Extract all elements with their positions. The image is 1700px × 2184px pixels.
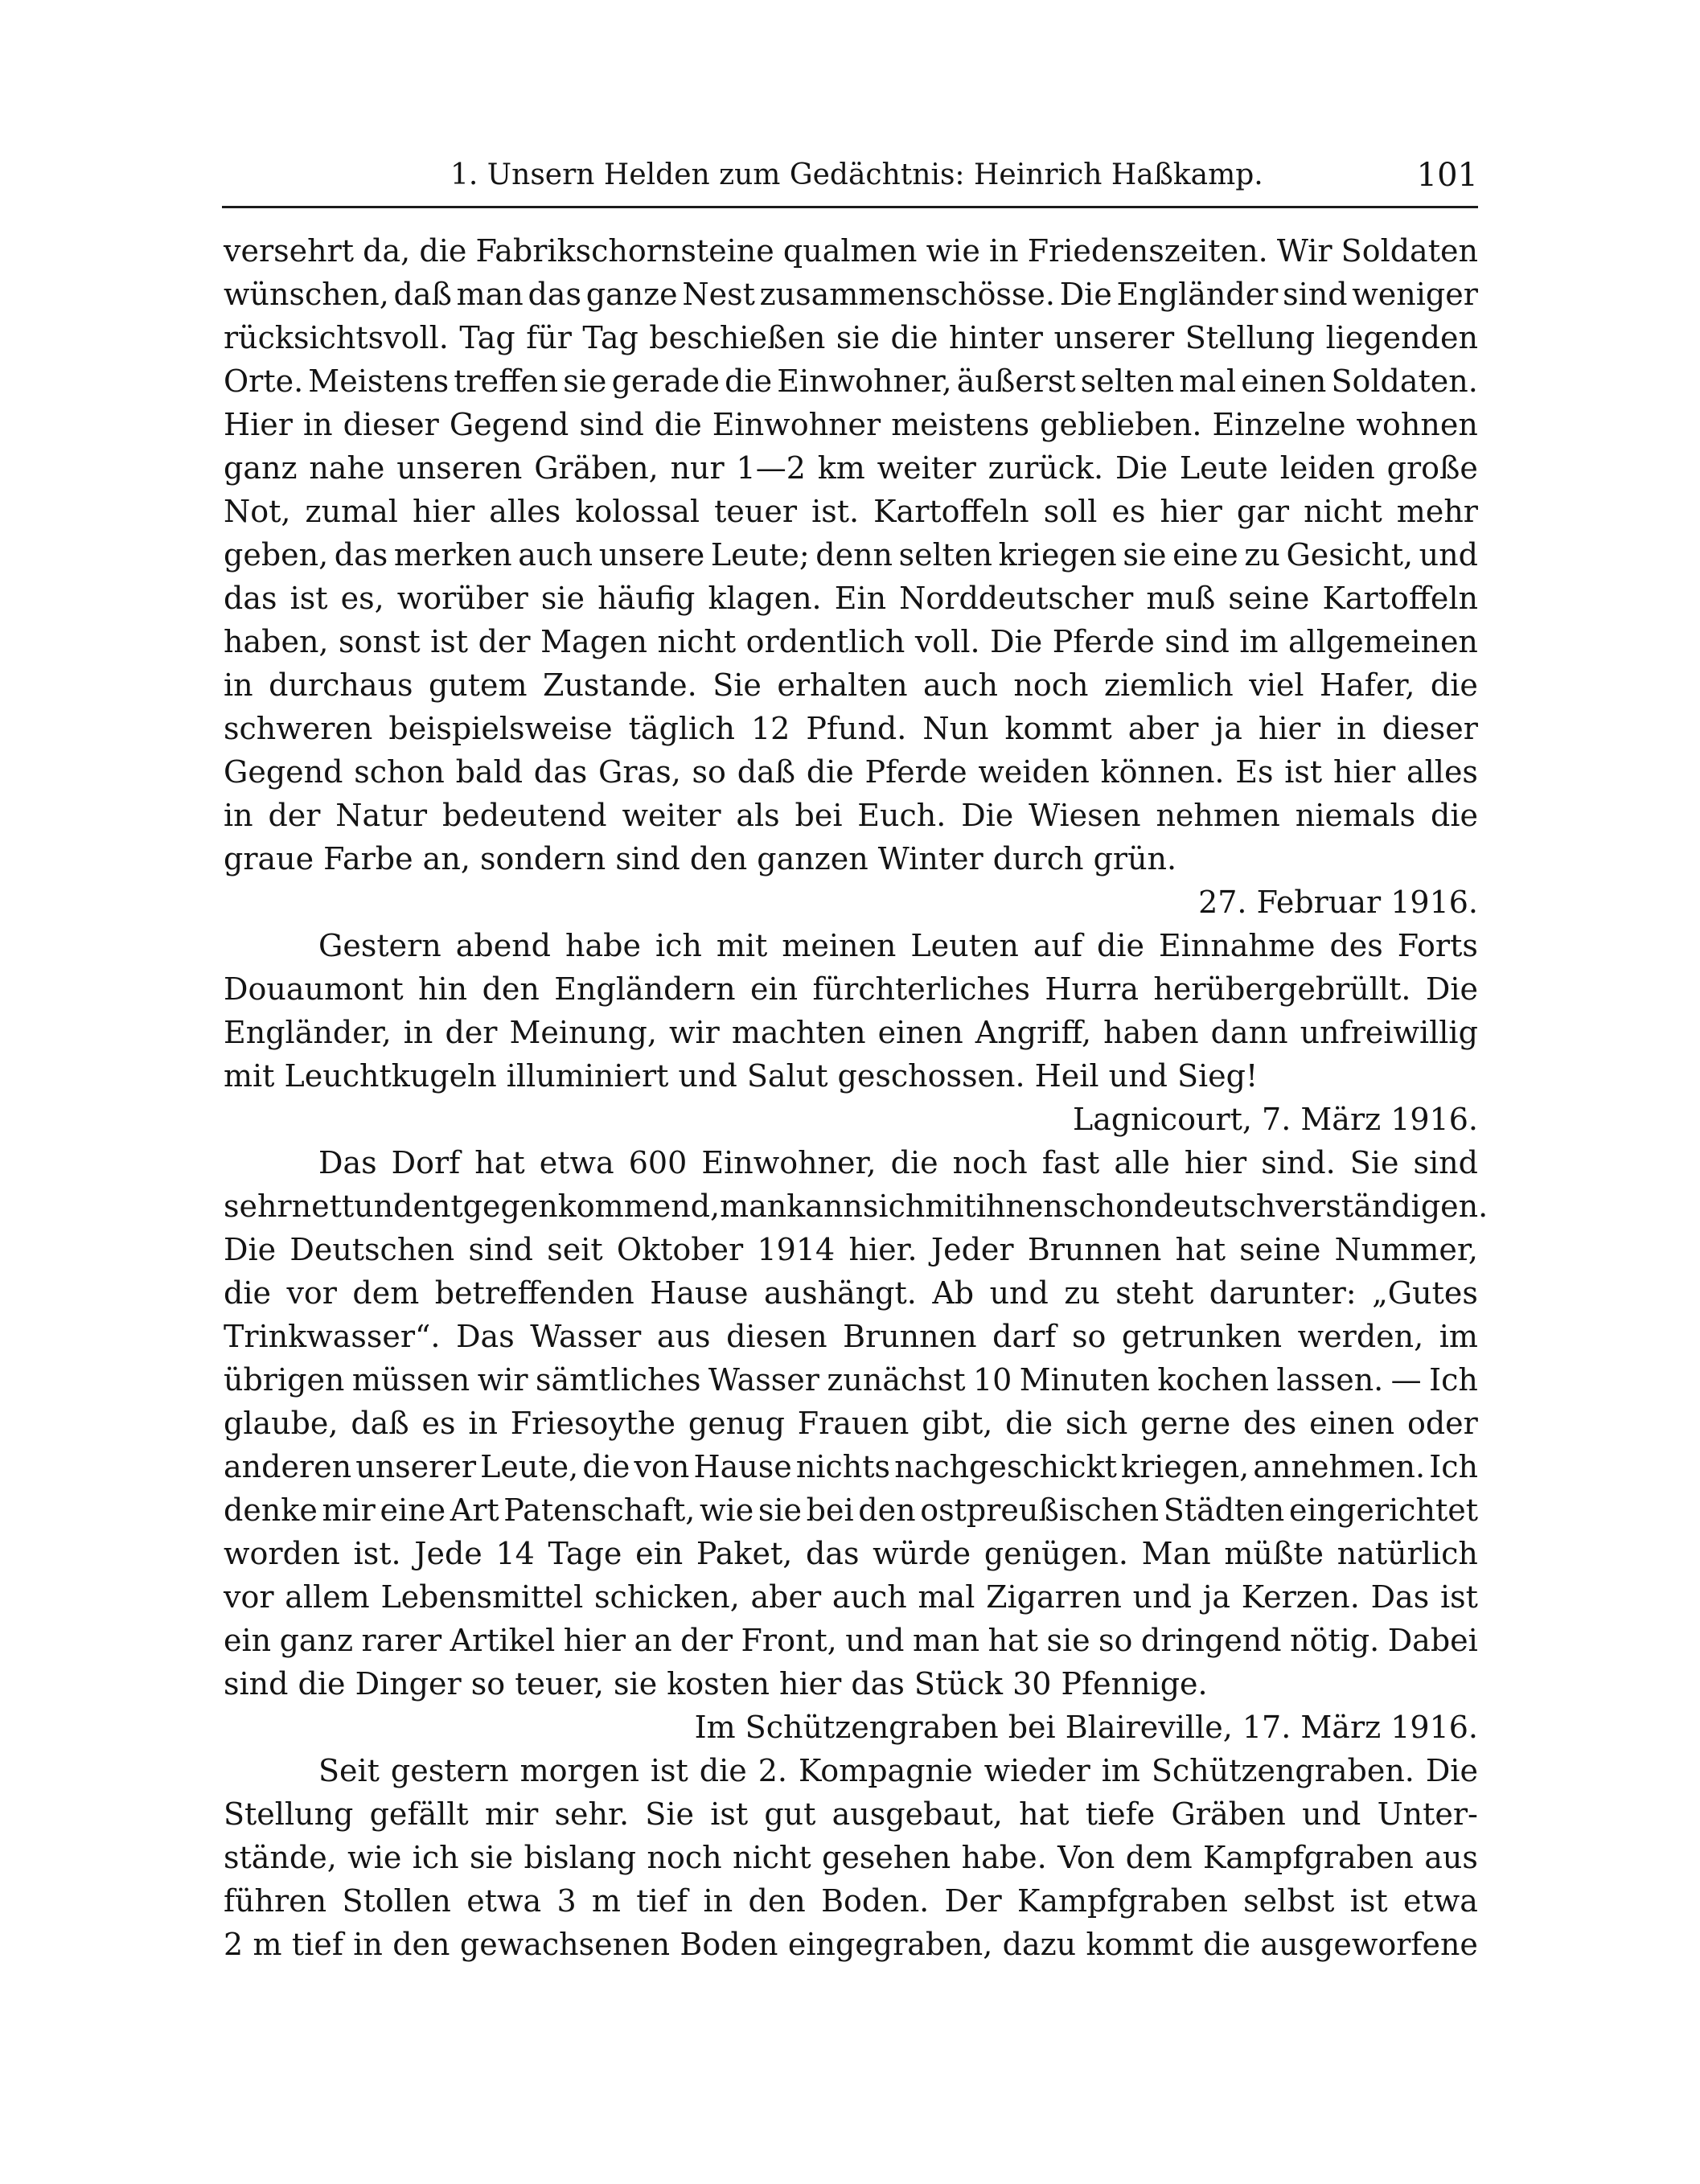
text-line: haben, sonst ist der Magen nicht ordentlich voll. Die Pferde sind im allgemeinen	[224, 624, 1478, 659]
text-line: in durchaus gutem Zustande. Sie erhalten auch noch ziemlich viel Hafer, die	[224, 667, 1478, 703]
text-line: Orte. Meistens treffen sie gerade die Einwohner, äußerst selten mal einen Soldaten.	[224, 363, 1478, 399]
text-line: geben, das merken auch unsere Leute; denn selten kriegen sie eine zu Gesicht, und	[224, 537, 1478, 573]
text-line: Not, zumal hier alles kolossal teuer ist. Kartoffeln soll es hier gar nicht mehr	[224, 494, 1478, 529]
text-line: Douaumont hin den Engländern ein fürchterliches Hurra herübergebrüllt. Die	[224, 971, 1478, 1007]
text-line: schweren beispielsweise täglich 12 Pfund. Nun kommt aber ja hier in dieser	[224, 711, 1478, 746]
text-line: übrigen müssen wir sämtliches Wasser zunächst 10 Minuten kochen lassen. — Ich	[224, 1362, 1478, 1398]
text-line: versehrt da, die Fabrikschornsteine qualmen wie in Friedenszeiten. Wir Soldaten	[224, 233, 1478, 269]
text-line: denke mir eine Art Patenschaft, wie sie bei den ostpreußischen Städten eingerichtet	[224, 1492, 1478, 1528]
text-line: das ist es, worüber sie häufig klagen. Ein Norddeutscher muß seine Kartoffeln	[224, 581, 1478, 616]
text-line: anderen unserer Leute, die von Hause nichts nachgeschickt kriegen, annehmen. Ich	[224, 1449, 1478, 1484]
text-line: führen Stollen etwa 3 m tief in den Boden. Der Kampfgraben selbst ist etwa	[224, 1883, 1478, 1919]
header-rule	[222, 206, 1478, 208]
text-line: sind die Dinger so teuer, sie kosten hier das Stück 30 Pfennige.	[224, 1666, 1208, 1702]
text-line: worden ist. Jede 14 Tage ein Paket, das würde genügen. Man müßte natürlich	[224, 1536, 1478, 1571]
text-line: 2 m tief in den gewachsenen Boden eingegraben, dazu kommt die ausgeworfene	[224, 1927, 1478, 1962]
header-title: 1. Unsern Helden zum Gedächtnis: Heinrich Haßkamp.	[450, 158, 1263, 191]
text-line: mit Leuchtkugeln illuminiert und Salut geschossen. Heil und Sieg!	[224, 1058, 1259, 1094]
text-line: die vor dem betreffenden Hause aushängt. Ab und zu steht darunter: „Gutes	[224, 1275, 1478, 1311]
running-header	[450, 151, 1478, 199]
text-line: Gestern abend habe ich mit meinen Leuten auf die Einnahme des Forts	[318, 928, 1478, 963]
text-line: Seit gestern morgen ist die 2. Kompagnie wieder im Schützengraben. Die	[318, 1753, 1478, 1788]
text-line: Das Dorf hat etwa 600 Einwohner, die noch fast alle hier sind. Sie sind	[318, 1145, 1478, 1180]
page-number: 101	[1416, 157, 1478, 194]
text-line: 27. Februar 1916.	[1198, 885, 1478, 920]
text-line: Engländer, in der Meinung, wir machten einen Angriff, haben dann unfreiwillig	[224, 1015, 1478, 1050]
text-line: sehr nett und entgegenkommend, man kann sich mit ihnen schon deutsch verständigen.	[224, 1188, 1489, 1224]
text-line: in der Natur bedeutend weiter als bei Euch. Die Wiesen nehmen niemals die	[224, 798, 1478, 833]
text-line: vor allem Lebensmittel schicken, aber auch mal Zigarren und ja Kerzen. Das ist	[224, 1579, 1478, 1615]
text-line: Stellung gefällt mir sehr. Sie ist gut ausgebaut, hat tiefe Gräben und Unter-	[224, 1796, 1478, 1832]
text-line: Gegend schon bald das Gras, so daß die Pferde weiden können. Es ist hier alles	[224, 754, 1478, 790]
text-line: Lagnicourt, 7. März 1916.	[1072, 1102, 1478, 1137]
text-line: glaube, daß es in Friesoythe genug Frauen gibt, die sich gerne des einen oder	[224, 1406, 1478, 1441]
text-line: Die Deutschen sind seit Oktober 1914 hier. Jeder Brunnen hat seine Nummer,	[224, 1232, 1478, 1267]
text-line: Im Schützengraben bei Blaireville, 17. März 1916.	[694, 1710, 1478, 1745]
text-line: ein ganz rarer Artikel hier an der Front, und man hat sie so dringend nötig. Dabei	[224, 1623, 1478, 1658]
text-line: Trinkwasser“. Das Wasser aus diesen Brunnen darf so getrunken werden, im	[224, 1319, 1478, 1354]
text-line: rücksichtsvoll. Tag für Tag beschießen sie die hinter unserer Stellung liegenden	[224, 320, 1478, 355]
text-line: Hier in dieser Gegend sind die Einwohner meistens geblieben. Einzelne wohnen	[224, 407, 1478, 442]
text-line: stände, wie ich sie bislang noch nicht gesehen habe. Von dem Kampfgraben aus	[224, 1840, 1478, 1875]
text-line: wünschen, daß man das ganze Nest zusammenschösse. Die Engländer sind weniger	[224, 277, 1478, 312]
text-line: graue Farbe an, sondern sind den ganzen Winter durch grün.	[224, 841, 1177, 876]
text-line: ganz nahe unseren Gräben, nur 1—2 km weiter zurück. Die Leute leiden große	[224, 450, 1478, 486]
